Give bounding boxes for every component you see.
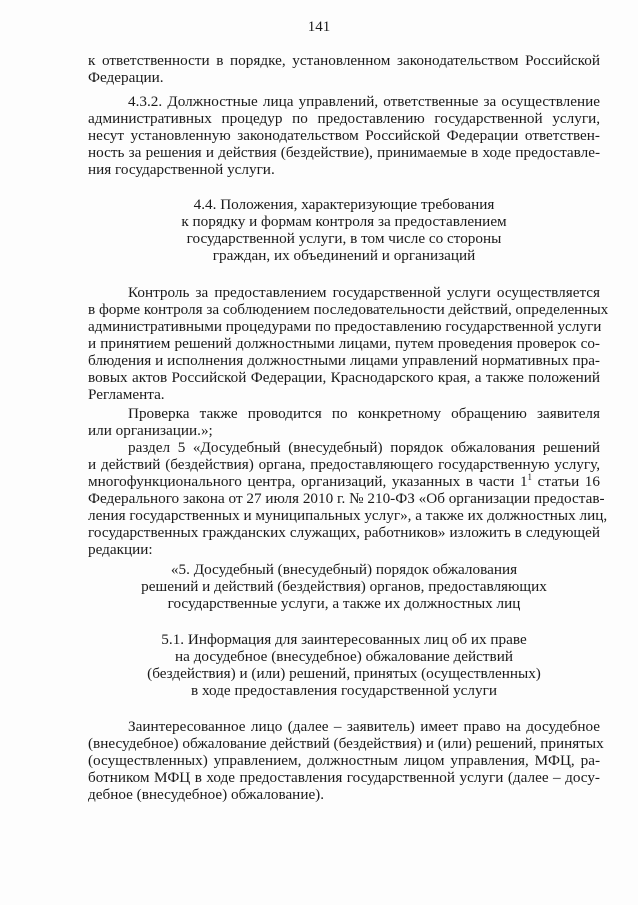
text-line: ления государственных и муниципальных услуг», а также их должностных лиц, bbox=[88, 507, 608, 524]
text-line: Федерального закона от 27 июля 2010 г. № 210-ФЗ «Об организации предостав- bbox=[88, 490, 605, 507]
text-line: и действий (бездействия) органа, предоставляющего государственную услугу, bbox=[88, 456, 600, 473]
heading-line: 5.1. Информация для заинтересованных лиц об их праве bbox=[161, 631, 527, 648]
text-line: государственных гражданских служащих, работников» изложить в следующей bbox=[88, 524, 600, 541]
text-line: Проверка также проводится по конкретному обращению заявителя bbox=[128, 405, 600, 422]
heading-line: на досудебное (внесудебное) обжалование действий bbox=[175, 648, 513, 665]
text-line: ботником МФЦ в ходе предоставления государственной услуги (далее – досу- bbox=[88, 769, 600, 786]
heading-line: государственной услуги, в том числе со стороны bbox=[186, 230, 502, 247]
text-line: Заинтересованное лицо (далее – заявитель) имеет право на досудебное bbox=[128, 718, 600, 735]
section-heading-5 bbox=[88, 561, 600, 612]
text-line: ния государственной услуги. bbox=[88, 161, 275, 178]
text-line: раздел 5 «Досудебный (внесудебный) порядок обжалования решений bbox=[128, 439, 600, 456]
text-line: несут установленную законодательством Российской Федерации ответствен- bbox=[88, 127, 600, 144]
text-line: блюдения и исполнения должностными лицами управлений нормативных пра- bbox=[88, 352, 600, 369]
section-heading-4-4 bbox=[88, 196, 600, 264]
text-fragment: статьи 16 bbox=[532, 473, 600, 490]
text-line: (осуществленных) управлением, должностным лицом управления, МФЦ, ра- bbox=[88, 752, 600, 769]
heading-line: решений и действий (бездействия) органов, предоставляющих bbox=[141, 578, 547, 595]
heading-line: в ходе предоставления государственной услуги bbox=[191, 682, 497, 699]
text-line: или организации.»; bbox=[88, 422, 213, 439]
section-heading-5-1 bbox=[88, 631, 600, 699]
paragraph-continuation bbox=[88, 52, 600, 86]
paragraph-4-3-2 bbox=[88, 93, 600, 178]
heading-line: государственные услуги, а также их должностных лиц bbox=[167, 595, 521, 612]
text-line: 4.3.2. Должностные лица управлений, ответственные за осуществление bbox=[128, 93, 600, 110]
heading-line: (бездействия) и (или) решений, принятых (осуществленных) bbox=[147, 665, 541, 682]
superscript: 1 bbox=[527, 472, 533, 482]
text-line: вовых актов Российской Федерации, Краснодарского края, а также положений bbox=[88, 369, 600, 386]
text-line: Регламента. bbox=[88, 386, 165, 403]
paragraph-section-5 bbox=[88, 439, 608, 558]
heading-line: 4.4. Положения, характеризующие требования bbox=[193, 196, 495, 213]
text-line: в форме контроля за соблюдением последовательности действий, определенных bbox=[88, 301, 609, 318]
paragraph-control bbox=[88, 284, 609, 403]
paragraph-5-1 bbox=[88, 718, 604, 803]
paragraph-check bbox=[88, 405, 600, 439]
heading-line: граждан, их объединений и организаций bbox=[212, 247, 476, 264]
text-line: дебное (внесудебное) обжалование). bbox=[88, 786, 325, 803]
text-line: (внесудебное) обжалование действий (бездействия) и (или) решений, принятых bbox=[88, 735, 604, 752]
text-line: ность за решения и действия (бездействие), принимаемые в ходе предоставле- bbox=[88, 144, 600, 161]
heading-line: к порядку и формам контроля за предоставлением bbox=[181, 213, 507, 230]
text-line: к ответственности в порядке, установленном законодательством Российской bbox=[88, 52, 600, 69]
text-fragment: многофункционального центра, организаций, указанных в части 1 bbox=[88, 473, 528, 490]
text-line: и принятием решений должностными лицами, путем проведения проверок со- bbox=[88, 335, 600, 352]
text-line: Контроль за предоставлением государственной услуги осуществляется bbox=[128, 284, 600, 301]
text-line: административных процедур по предоставлению государственной услуги, bbox=[88, 110, 600, 127]
text-line: административными процедурами по предоставлению государственной услуги bbox=[88, 318, 602, 335]
page-number: 141 bbox=[307, 19, 331, 35]
text-line: редакции: bbox=[88, 541, 153, 558]
heading-line: «5. Досудебный (внесудебный) порядок обжалования bbox=[170, 561, 518, 578]
text-line: Федерации. bbox=[88, 69, 164, 86]
text-line bbox=[88, 473, 600, 490]
